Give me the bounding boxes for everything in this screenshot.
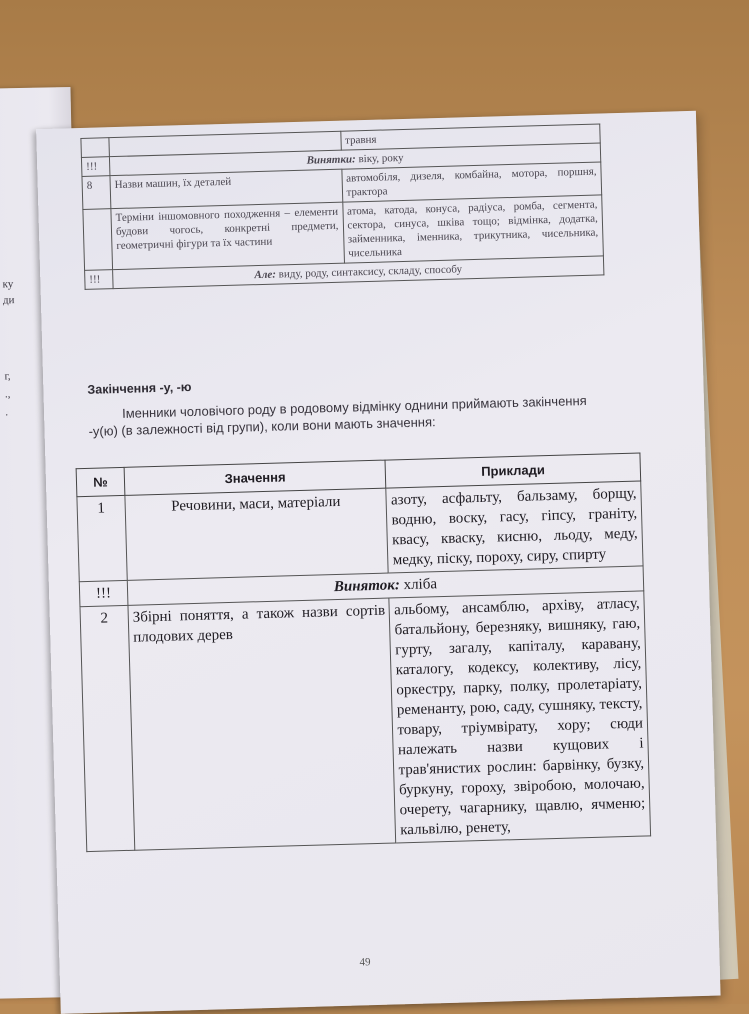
exceptions-text: віку, року	[358, 151, 404, 166]
row-number: !!!	[85, 270, 113, 290]
page-number: 49	[359, 956, 371, 969]
table-row	[80, 591, 651, 852]
but-text: виду, роду, синтаксису, складу, способу	[278, 263, 463, 281]
book-page	[36, 111, 720, 1014]
column-header-examples: Приклади	[385, 453, 640, 488]
table-row	[77, 481, 643, 582]
left-fragment: ди	[2, 294, 15, 307]
upper-table	[80, 123, 604, 289]
left-fragment: ку	[2, 278, 14, 291]
row-number	[81, 138, 109, 158]
left-fragment: г,	[4, 370, 11, 383]
column-header-meaning: Значення	[124, 460, 386, 495]
left-fragment: .,	[4, 388, 11, 401]
left-fragment: .	[5, 406, 9, 419]
row-number: 8	[82, 176, 111, 210]
but-label: Але:	[254, 268, 277, 282]
intro-paragraph: Іменники чоловічого роду в родовому відмінку однини приймають закінчення -у(ю) (в залежності від групи), коли вони мають значення:	[88, 392, 587, 439]
examples-cell: альбому, ансамблю, архіву, атласу, батальйону, березняку, вишняку, гаю, гурту, загалу, капіталу, каравану, каталогу, кодексу, колективу, лісу, оркестру, парку, полку, пролетаріату, ременанту, рою, саду, сушняку, тексту, товару, тріумвірату, хору; сюди належать назви кущових і трав'янистих рослин: барвінку, бузку, буркуну, гороху, звіробою, молочаю, очерету, чагарнику, щавлю, ячменю; кальвілю, ренету,	[389, 591, 650, 843]
examples-cell: азоту, асфальту, бальзаму, борщу, водню, воску, гасу, гіпсу, граніту, квасу, кваску, кисню, льоду, меду, медку, піску, пороху, сиру, спирту	[386, 481, 643, 573]
examples-cell: атома, катода, конуса, радіуса, ромба, сегмента, сектора, синуса, шківа тощо; відмінка, додатка, займенника, іменника, трикутника, чисельника, чисельника	[342, 195, 603, 263]
row-number	[83, 209, 113, 271]
examples-cell: автомобіля, дизеля, комбайна, мотора, поршня, трактора	[341, 162, 601, 202]
examples-cell: травня	[340, 124, 600, 150]
meaning-cell: Терміни іншомовного походження – елементи будови чогось, конкретні предмети, геометричні фігури та їх частини	[111, 202, 344, 269]
row-number: 1	[77, 495, 127, 581]
row-number: !!!	[79, 580, 128, 606]
endings-table	[76, 452, 652, 852]
exception-label: Виняток:	[333, 577, 401, 596]
row-number: !!!	[81, 157, 109, 177]
section-heading: Закінчення -у, -ю	[87, 379, 192, 397]
exceptions-label: Винятки:	[306, 153, 356, 167]
meaning-cell: Речовини, маси, матеріали	[125, 488, 389, 580]
column-header-number: №	[76, 467, 125, 496]
meaning-cell: Збірні поняття, а також назви сортів плодових дерев	[128, 598, 396, 850]
row-number: 2	[80, 605, 135, 851]
exception-text: хліба	[403, 576, 438, 594]
meaning-cell: Назви машин, їх деталей	[110, 169, 342, 208]
